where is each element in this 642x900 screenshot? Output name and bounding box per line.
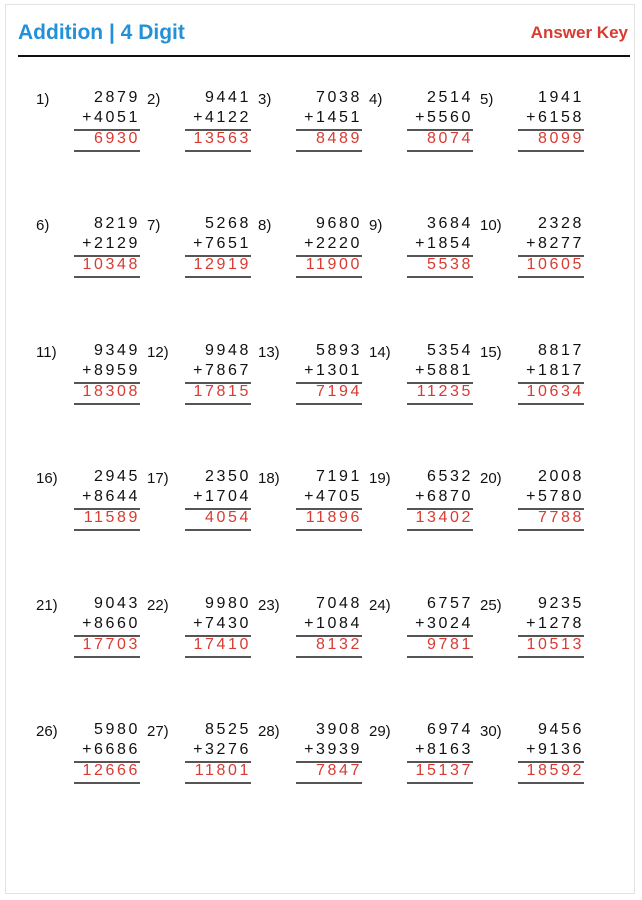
answer-underline bbox=[407, 150, 473, 152]
first-addend: 8525 bbox=[205, 721, 251, 738]
answer-sum: 15137 bbox=[415, 762, 473, 779]
answer-underline bbox=[407, 529, 473, 531]
second-addend: +5881 bbox=[415, 362, 473, 379]
answer-underline bbox=[296, 656, 362, 658]
answer-underline bbox=[74, 529, 140, 531]
problem-item bbox=[36, 215, 140, 285]
problem-number: 2) bbox=[147, 91, 161, 108]
problem-number: 1) bbox=[36, 91, 50, 108]
answer-sum: 18592 bbox=[526, 762, 584, 779]
first-addend: 9980 bbox=[205, 595, 251, 612]
worksheet-header bbox=[18, 19, 630, 57]
first-addend: 2945 bbox=[94, 468, 140, 485]
answer-sum: 17410 bbox=[193, 636, 251, 653]
second-addend: +1854 bbox=[415, 235, 473, 252]
problem-number: 6) bbox=[36, 217, 50, 234]
answer-sum: 12666 bbox=[82, 762, 140, 779]
answer-underline bbox=[185, 529, 251, 531]
worksheet-page bbox=[5, 4, 635, 894]
first-addend: 2008 bbox=[538, 468, 584, 485]
problem-item bbox=[369, 215, 473, 285]
problem-number: 5) bbox=[480, 91, 494, 108]
second-addend: +7867 bbox=[193, 362, 251, 379]
answer-sum: 17703 bbox=[82, 636, 140, 653]
problem-item bbox=[369, 721, 473, 791]
answer-underline bbox=[518, 276, 584, 278]
problem-item bbox=[480, 595, 584, 665]
answer-underline bbox=[518, 656, 584, 658]
sum-line bbox=[407, 255, 473, 257]
problem-number: 4) bbox=[369, 91, 383, 108]
problem-number: 10) bbox=[480, 217, 502, 234]
sum-line bbox=[518, 129, 584, 131]
second-addend: +1451 bbox=[304, 109, 362, 126]
answer-underline bbox=[296, 403, 362, 405]
problem-item bbox=[36, 721, 140, 791]
second-addend: +1301 bbox=[304, 362, 362, 379]
problem-number: 26) bbox=[36, 723, 58, 740]
sum-line bbox=[407, 508, 473, 510]
first-addend: 2328 bbox=[538, 215, 584, 232]
answer-underline bbox=[407, 403, 473, 405]
problem-item bbox=[147, 89, 251, 159]
second-addend: +6158 bbox=[526, 109, 584, 126]
problem-item bbox=[369, 595, 473, 665]
answer-sum: 7194 bbox=[316, 383, 362, 400]
sum-line bbox=[296, 635, 362, 637]
sum-line bbox=[296, 761, 362, 763]
first-addend: 2350 bbox=[205, 468, 251, 485]
first-addend: 6974 bbox=[427, 721, 473, 738]
second-addend: +9136 bbox=[526, 741, 584, 758]
answer-sum: 11235 bbox=[416, 383, 473, 400]
second-addend: +1278 bbox=[526, 615, 584, 632]
problem-item bbox=[147, 215, 251, 285]
answer-underline bbox=[518, 529, 584, 531]
second-addend: +3024 bbox=[415, 615, 473, 632]
problem-item bbox=[147, 342, 251, 412]
problem-item bbox=[258, 468, 362, 538]
problem-item bbox=[36, 89, 140, 159]
answer-sum: 8489 bbox=[316, 130, 362, 147]
second-addend: +1084 bbox=[304, 615, 362, 632]
first-addend: 5980 bbox=[94, 721, 140, 738]
sum-line bbox=[518, 635, 584, 637]
problem-number: 14) bbox=[369, 344, 391, 361]
answer-underline bbox=[296, 276, 362, 278]
second-addend: +4122 bbox=[193, 109, 251, 126]
problem-number: 15) bbox=[480, 344, 502, 361]
problem-item bbox=[258, 721, 362, 791]
problem-item bbox=[258, 215, 362, 285]
first-addend: 1941 bbox=[538, 89, 584, 106]
sum-line bbox=[185, 635, 251, 637]
second-addend: +1817 bbox=[526, 362, 584, 379]
sum-line bbox=[518, 508, 584, 510]
answer-sum: 13563 bbox=[193, 130, 251, 147]
answer-underline bbox=[74, 276, 140, 278]
answer-sum: 10605 bbox=[526, 256, 584, 273]
problem-item bbox=[480, 721, 584, 791]
worksheet-title: Addition | 4 Digit bbox=[18, 21, 185, 44]
first-addend: 7038 bbox=[316, 89, 362, 106]
answer-sum: 10513 bbox=[526, 636, 584, 653]
second-addend: +3276 bbox=[193, 741, 251, 758]
first-addend: 7191 bbox=[316, 468, 362, 485]
answer-sum: 10348 bbox=[82, 256, 140, 273]
first-addend: 9456 bbox=[538, 721, 584, 738]
problem-number: 29) bbox=[369, 723, 391, 740]
answer-underline bbox=[296, 782, 362, 784]
answer-sum: 5538 bbox=[427, 256, 473, 273]
sum-line bbox=[296, 129, 362, 131]
answer-key-label: Answer Key bbox=[530, 23, 628, 42]
first-addend: 3684 bbox=[427, 215, 473, 232]
problem-item bbox=[258, 342, 362, 412]
answer-underline bbox=[185, 782, 251, 784]
sum-line bbox=[185, 129, 251, 131]
answer-sum: 7847 bbox=[316, 762, 362, 779]
problem-number: 27) bbox=[147, 723, 169, 740]
first-addend: 6757 bbox=[427, 595, 473, 612]
first-addend: 9043 bbox=[94, 595, 140, 612]
answer-sum: 12919 bbox=[193, 256, 251, 273]
sum-line bbox=[518, 255, 584, 257]
first-addend: 8817 bbox=[538, 342, 584, 359]
problem-number: 19) bbox=[369, 470, 391, 487]
second-addend: +5560 bbox=[415, 109, 473, 126]
answer-underline bbox=[74, 782, 140, 784]
problem-item bbox=[36, 468, 140, 538]
answer-underline bbox=[185, 403, 251, 405]
problem-item bbox=[258, 89, 362, 159]
problem-item bbox=[147, 721, 251, 791]
second-addend: +8644 bbox=[82, 488, 140, 505]
sum-line bbox=[407, 635, 473, 637]
answer-sum: 11801 bbox=[194, 762, 251, 779]
problem-item bbox=[369, 468, 473, 538]
sum-line bbox=[407, 129, 473, 131]
answer-underline bbox=[185, 150, 251, 152]
second-addend: +8660 bbox=[82, 615, 140, 632]
second-addend: +6870 bbox=[415, 488, 473, 505]
problem-item bbox=[369, 342, 473, 412]
second-addend: +6686 bbox=[82, 741, 140, 758]
first-addend: 9948 bbox=[205, 342, 251, 359]
problem-number: 16) bbox=[36, 470, 58, 487]
problem-number: 12) bbox=[147, 344, 169, 361]
first-addend: 7048 bbox=[316, 595, 362, 612]
problem-number: 9) bbox=[369, 217, 383, 234]
answer-underline bbox=[185, 276, 251, 278]
second-addend: +8163 bbox=[415, 741, 473, 758]
problem-number: 3) bbox=[258, 91, 272, 108]
sum-line bbox=[74, 761, 140, 763]
answer-sum: 11900 bbox=[305, 256, 362, 273]
problem-item bbox=[480, 89, 584, 159]
first-addend: 6532 bbox=[427, 468, 473, 485]
problem-item bbox=[480, 215, 584, 285]
first-addend: 9349 bbox=[94, 342, 140, 359]
answer-underline bbox=[518, 782, 584, 784]
first-addend: 9680 bbox=[316, 215, 362, 232]
sum-line bbox=[518, 761, 584, 763]
answer-sum: 7788 bbox=[538, 509, 584, 526]
second-addend: +8277 bbox=[526, 235, 584, 252]
second-addend: +1704 bbox=[193, 488, 251, 505]
answer-underline bbox=[74, 403, 140, 405]
sum-line bbox=[74, 129, 140, 131]
answer-sum: 9781 bbox=[427, 636, 473, 653]
sum-line bbox=[185, 508, 251, 510]
sum-line bbox=[74, 255, 140, 257]
problem-number: 7) bbox=[147, 217, 161, 234]
problem-number: 28) bbox=[258, 723, 280, 740]
answer-sum: 10634 bbox=[526, 383, 584, 400]
problem-number: 30) bbox=[480, 723, 502, 740]
first-addend: 8219 bbox=[94, 215, 140, 232]
second-addend: +5780 bbox=[526, 488, 584, 505]
answer-sum: 18308 bbox=[82, 383, 140, 400]
answer-sum: 4054 bbox=[205, 509, 251, 526]
second-addend: +8959 bbox=[82, 362, 140, 379]
answer-underline bbox=[296, 529, 362, 531]
sum-line bbox=[185, 761, 251, 763]
sum-line bbox=[518, 382, 584, 384]
answer-underline bbox=[74, 150, 140, 152]
answer-underline bbox=[74, 656, 140, 658]
second-addend: +3939 bbox=[304, 741, 362, 758]
sum-line bbox=[296, 508, 362, 510]
problem-item bbox=[147, 468, 251, 538]
answer-sum: 6930 bbox=[94, 130, 140, 147]
sum-line bbox=[407, 382, 473, 384]
answer-sum: 8099 bbox=[538, 130, 584, 147]
second-addend: +4051 bbox=[82, 109, 140, 126]
problem-number: 24) bbox=[369, 597, 391, 614]
answer-underline bbox=[518, 150, 584, 152]
sum-line bbox=[296, 255, 362, 257]
first-addend: 9235 bbox=[538, 595, 584, 612]
problem-number: 20) bbox=[480, 470, 502, 487]
sum-line bbox=[296, 382, 362, 384]
problem-item bbox=[147, 595, 251, 665]
answer-underline bbox=[296, 150, 362, 152]
answer-underline bbox=[185, 656, 251, 658]
second-addend: +4705 bbox=[304, 488, 362, 505]
problem-item bbox=[258, 595, 362, 665]
first-addend: 2879 bbox=[94, 89, 140, 106]
second-addend: +7651 bbox=[193, 235, 251, 252]
answer-sum: 11896 bbox=[305, 509, 362, 526]
answer-underline bbox=[407, 782, 473, 784]
first-addend: 5354 bbox=[427, 342, 473, 359]
problem-number: 17) bbox=[147, 470, 169, 487]
problem-number: 13) bbox=[258, 344, 280, 361]
answer-sum: 17815 bbox=[193, 383, 251, 400]
problem-number: 21) bbox=[36, 597, 58, 614]
problem-number: 23) bbox=[258, 597, 280, 614]
sum-line bbox=[74, 382, 140, 384]
problem-number: 22) bbox=[147, 597, 169, 614]
answer-underline bbox=[407, 276, 473, 278]
problem-item bbox=[480, 342, 584, 412]
second-addend: +2220 bbox=[304, 235, 362, 252]
first-addend: 5893 bbox=[316, 342, 362, 359]
second-addend: +2129 bbox=[82, 235, 140, 252]
answer-sum: 8132 bbox=[316, 636, 362, 653]
answer-underline bbox=[407, 656, 473, 658]
problem-number: 25) bbox=[480, 597, 502, 614]
sum-line bbox=[74, 635, 140, 637]
problem-item bbox=[480, 468, 584, 538]
first-addend: 3908 bbox=[316, 721, 362, 738]
problem-number: 8) bbox=[258, 217, 272, 234]
second-addend: +7430 bbox=[193, 615, 251, 632]
problem-item bbox=[36, 342, 140, 412]
problem-number: 11) bbox=[36, 344, 57, 361]
sum-line bbox=[74, 508, 140, 510]
problem-number: 18) bbox=[258, 470, 280, 487]
sum-line bbox=[185, 255, 251, 257]
first-addend: 9441 bbox=[205, 89, 251, 106]
answer-sum: 11589 bbox=[83, 509, 140, 526]
answer-sum: 8074 bbox=[427, 130, 473, 147]
sum-line bbox=[185, 382, 251, 384]
problem-item bbox=[36, 595, 140, 665]
sum-line bbox=[407, 761, 473, 763]
first-addend: 5268 bbox=[205, 215, 251, 232]
answer-underline bbox=[518, 403, 584, 405]
problem-item bbox=[369, 89, 473, 159]
answer-sum: 13402 bbox=[415, 509, 473, 526]
first-addend: 2514 bbox=[427, 89, 473, 106]
